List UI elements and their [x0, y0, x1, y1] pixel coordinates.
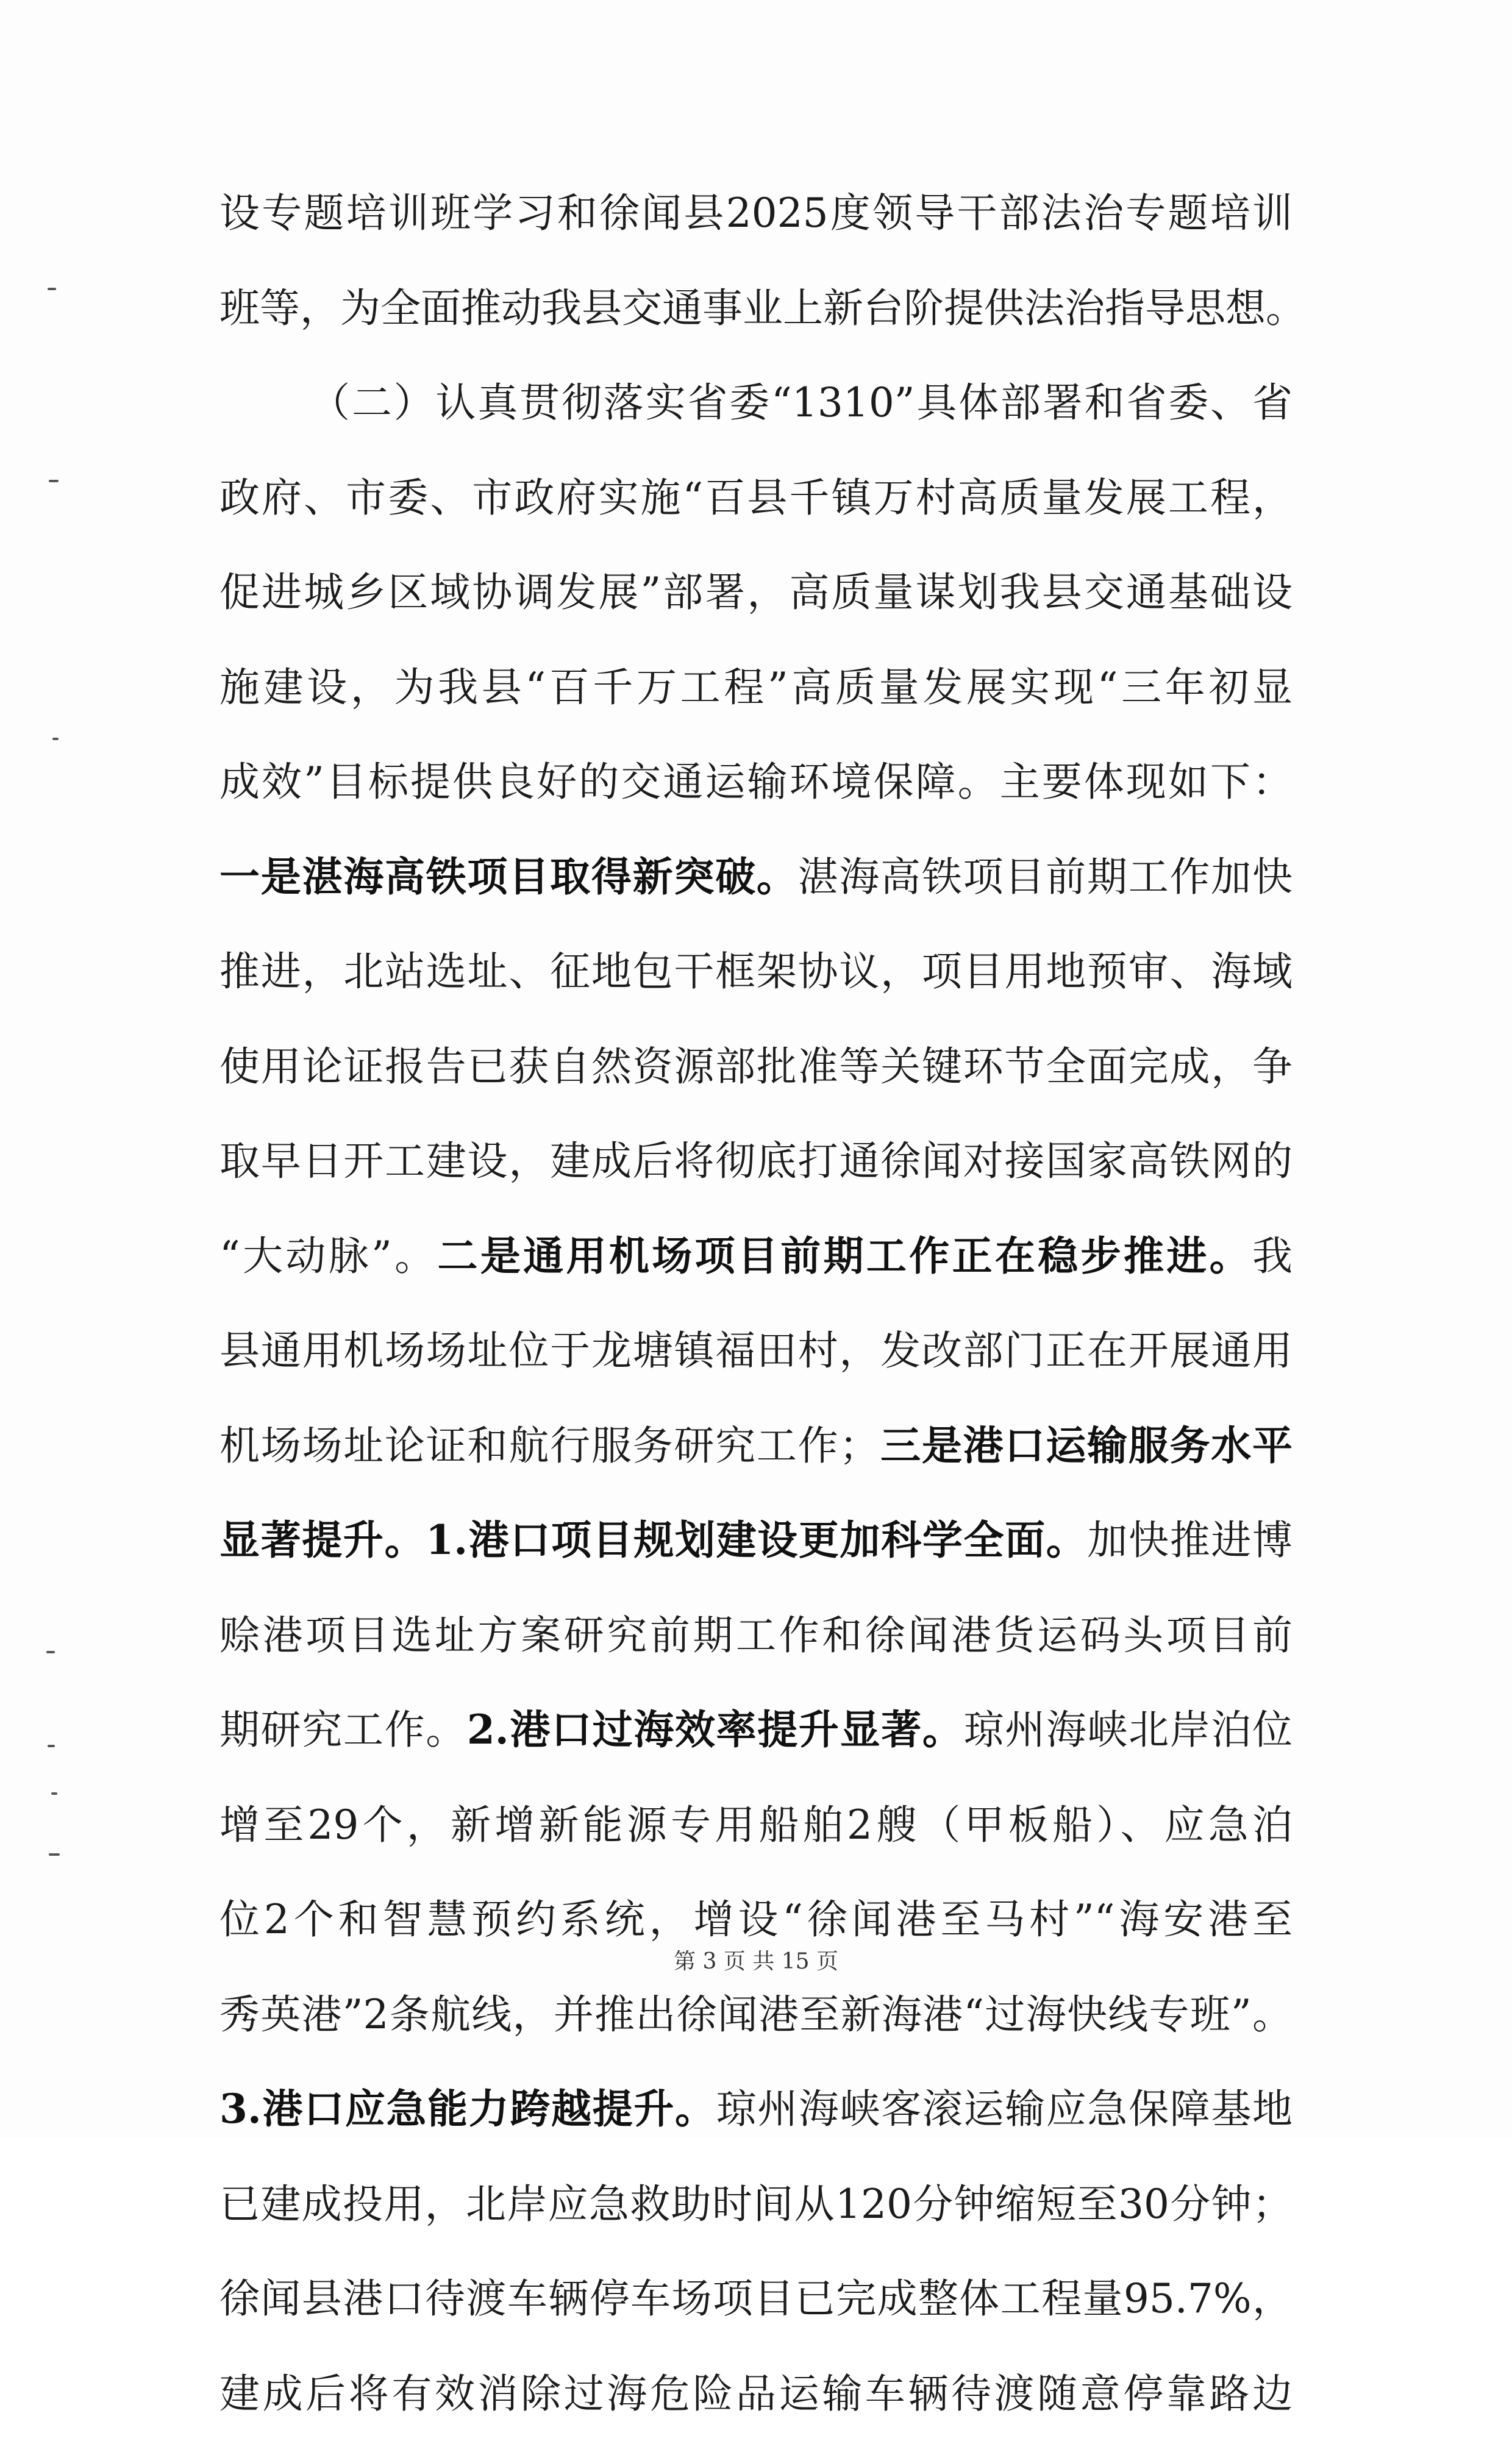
text-line: [219, 735, 1293, 830]
text-line: [219, 1114, 1293, 1209]
text-segment: 湛海高铁项目前期工作加快: [798, 853, 1293, 900]
text-line: [219, 1209, 1293, 1304]
text-segment: 位2个和智慧预约系统，增设“徐闻港至马村”“海安港至: [219, 1896, 1293, 1943]
scan-mark: [49, 1853, 60, 1856]
text-segment: 赊港项目选址方案研究前期工作和徐闻港货运码头项目前: [219, 1612, 1293, 1659]
text-line: [219, 261, 1293, 356]
text-line: [219, 2347, 1293, 2441]
text-line: [219, 830, 1293, 925]
page-footer: 第 3 页 共 15 页: [0, 1947, 1512, 1976]
bold-heading-text: 显著提升。1.港口项目规划建设更加科学全面。: [219, 1516, 1087, 1564]
text-segment: 县通用机场场址位于龙塘镇福田村，发改部门正在开展通用: [219, 1327, 1293, 1374]
text-segment: 促进城乡区域协调发展”部署，高质量谋划我县交通基础设: [219, 569, 1293, 616]
text-segment: 机场场址论证和航行服务研究工作；: [219, 1422, 879, 1469]
text-segment: 增至29个，新增新能源专用船舶2艘（甲板船）、应急泊: [219, 1801, 1293, 1848]
text-segment: 班等，为全面推动我县交通事业上新台阶提供法治指导思想。: [219, 285, 1306, 332]
scan-mark: [49, 480, 59, 482]
text-line: [219, 1683, 1293, 1778]
scan-mark: [52, 738, 59, 740]
text-line: [219, 1399, 1293, 1494]
text-line: [219, 924, 1293, 1019]
text-line: [219, 1303, 1293, 1399]
text-segment: 秀英港”2条航线，并推出徐闻港至新海港“过海快线专班”。: [219, 1991, 1293, 2038]
text-segment: 琼州海峡北岸泊位: [964, 1706, 1293, 1753]
bold-heading-text: 2.港口过海效率提升显著。: [467, 1706, 964, 1753]
text-line: [219, 1019, 1293, 1114]
scan-mark: [46, 1651, 55, 1653]
scan-mark: [48, 288, 56, 290]
text-line: [219, 2157, 1293, 2252]
text-segment: 成效”目标提供良好的交通运输环境保障。主要体现如下：: [219, 758, 1293, 805]
text-segment: “大动脉”。: [219, 1233, 438, 1280]
text-segment: 我: [1252, 1233, 1293, 1280]
text-line: [219, 451, 1293, 546]
text-segment: 建成后将有效消除过海危险品运输车辆待渡随意停靠路边: [219, 2370, 1293, 2417]
text-line: [219, 1967, 1293, 2062]
text-segment: 已建成投用，北岸应急救助时间从120分钟缩短至30分钟；: [219, 2181, 1293, 2228]
text-segment: 使用论证报告已获自然资源部批准等关键环节全面完成，争: [219, 1043, 1293, 1090]
text-segment: 政府、市委、市政府实施“百县千镇万村高质量发展工程，: [219, 474, 1293, 521]
bold-heading-text: 二是通用机场项目前期工作正在稳步推进。: [438, 1232, 1252, 1280]
bold-heading-text: 3.港口应急能力跨越提升。: [219, 2085, 716, 2133]
text-segment: 琼州海峡客滚运输应急保障基地: [716, 2086, 1293, 2133]
scan-mark: [48, 1745, 55, 1747]
text-line: [219, 545, 1293, 640]
text-line: [219, 166, 1293, 261]
text-segment: （二）认真贯彻落实省委“1310”具体部署和省委、省: [310, 379, 1293, 426]
text-segment: 期研究工作。: [219, 1706, 467, 1753]
text-segment: 推进，北站选址、征地包干框架协议，项目用地预审、海域: [219, 948, 1293, 995]
text-line: [219, 640, 1293, 735]
text-line: [219, 1778, 1293, 1873]
text-line: [219, 355, 1293, 451]
text-line: [219, 1588, 1293, 1683]
text-segment: 取早日开工建设，建成后将彻底打通徐闻对接国家高铁网的: [219, 1138, 1293, 1185]
bold-heading-text: 三是港口运输服务水平: [879, 1422, 1293, 1469]
bold-heading-text: 一是湛海高铁项目取得新突破。: [219, 853, 798, 900]
scan-mark: [51, 1792, 57, 1795]
text-segment: 设专题培训班学习和徐闻县2025度领导干部法治专题培训: [219, 190, 1293, 237]
text-line: [219, 2251, 1293, 2347]
text-segment: 施建设，为我县“百千万工程”高质量发展实现“三年初显: [219, 664, 1293, 711]
text-segment: 徐闻县港口待渡车辆停车场项目已完成整体工程量95.7%，: [219, 2275, 1293, 2322]
body-text: [219, 166, 1293, 2441]
text-line: [219, 1493, 1293, 1588]
text-segment: 加快推进博: [1087, 1517, 1293, 1564]
text-line: [219, 2062, 1293, 2157]
